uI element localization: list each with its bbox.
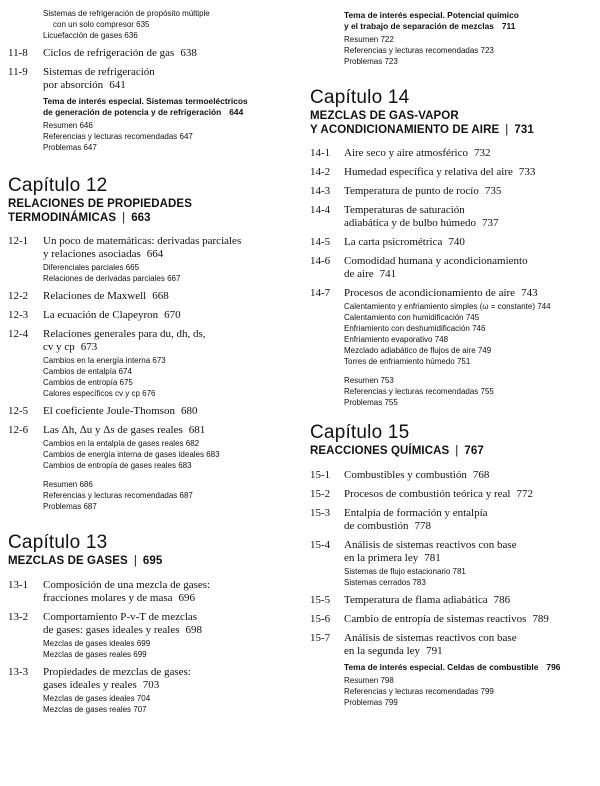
section-body <box>43 405 300 418</box>
page-number: 644 <box>229 107 244 117</box>
toc-entry <box>8 666 300 715</box>
subsection-list <box>43 355 300 399</box>
section-number: 15-7 <box>310 631 331 644</box>
toc-entry <box>8 611 300 660</box>
section-body <box>344 613 594 626</box>
section-title-line: en la primera ley 781 <box>344 551 441 564</box>
section-number: 14-3 <box>310 185 331 197</box>
end-matter-item: Problemas 647 <box>43 143 97 152</box>
section-number: 15-4 <box>310 538 331 551</box>
subsection-item: Sistemas cerrados 783 <box>344 577 426 587</box>
separator: | <box>505 123 509 136</box>
chapter-12 <box>8 175 300 512</box>
page-number: 741 <box>379 268 397 280</box>
end-matter-item: Resumen 722 <box>344 35 394 44</box>
chapter-title-line: REACCIONES QUÍMICAS | 767 <box>310 445 484 457</box>
section-body <box>344 539 594 588</box>
page-number: 789 <box>532 612 549 625</box>
subsection-item: Cambios en la energía interna 673 <box>43 356 166 365</box>
subsection-item: Cambios de entropía de gases reales 683 <box>43 461 192 470</box>
special-topic-block <box>310 662 594 708</box>
chapter-label: Capítulo 14 <box>310 87 410 108</box>
section-body <box>344 255 594 281</box>
section-number: 15-2 <box>310 487 331 500</box>
section-body <box>43 424 300 471</box>
page-number: 664 <box>146 248 164 260</box>
subsection-item: Cambios en la entalpía de gases reales 682 <box>43 439 200 448</box>
subsection-item: Cambios de entropía 675 <box>43 378 133 387</box>
section-title <box>344 488 594 501</box>
special-topic-block <box>310 10 594 67</box>
section-title <box>344 632 594 658</box>
section-body <box>43 290 300 303</box>
subsection-item: Mezclas de gases ideales 699 <box>43 638 151 648</box>
end-matter-item: Referencias y lecturas recomendadas 647 <box>43 132 193 141</box>
section-title <box>43 66 300 92</box>
subsection-item: Mezclas de gases ideales 704 <box>43 693 151 703</box>
chapter-title <box>310 110 594 137</box>
section-number: 12-3 <box>8 309 29 321</box>
special-topic-title <box>344 662 594 673</box>
section-title <box>43 309 300 322</box>
section-title-line: y relaciones asociadas 664 <box>43 248 164 260</box>
subsection-item: Enfriamiento evaporativo 748 <box>344 335 449 344</box>
chapter-end-matter <box>310 375 594 408</box>
section-body <box>344 287 594 367</box>
page-number: 740 <box>448 236 465 248</box>
section-title-line: Temperatura de flama adiabática 786 <box>344 593 511 606</box>
chapter-page-number: 767 <box>464 445 484 457</box>
section-title-line: Relaciones generales para du, dh, ds, <box>43 328 206 340</box>
toc-entry <box>310 287 594 367</box>
section-number: 15-5 <box>310 593 331 606</box>
section-title <box>43 424 300 437</box>
section-number: 14-5 <box>310 236 331 248</box>
end-matter-item: Resumen 686 <box>43 480 93 489</box>
page-number: 732 <box>474 147 491 159</box>
toc-entry <box>8 66 300 92</box>
chapter-page-number: 731 <box>514 123 534 136</box>
separator: | <box>122 211 126 224</box>
special-topic-title <box>43 96 300 118</box>
section-title-line: La ecuación de Clapeyron 670 <box>43 309 181 321</box>
section-number: 13-2 <box>8 610 29 623</box>
chapter-label: Capítulo 13 <box>8 532 108 553</box>
subsection-list <box>43 438 300 471</box>
chapter-title-line: MEZCLAS DE GAS-VAPOR <box>310 110 459 122</box>
section-body <box>344 236 594 249</box>
toc-entry <box>8 328 300 399</box>
chapter-entries <box>310 147 594 367</box>
section-body <box>43 235 300 284</box>
section-number: 12-5 <box>8 405 29 417</box>
section-title <box>344 255 594 281</box>
section-number: 14-1 <box>310 147 331 159</box>
subsection-item: Mezclas de gases reales 699 <box>43 649 147 659</box>
section-body <box>43 309 300 322</box>
special-topic-line: y el trabajo de separación de mezclas 711 <box>344 21 516 31</box>
section-title-line: de aire 741 <box>344 268 397 280</box>
end-matter-item: Referencias y lecturas recomendadas 687 <box>43 491 193 500</box>
section-title-line: fracciones molares y de masa 696 <box>43 591 195 604</box>
end-matter-item: Referencias y lecturas recomendadas 755 <box>344 387 494 396</box>
section-title-line: Comportamiento P-v-T de mezclas <box>43 610 198 623</box>
page-number: 778 <box>414 519 431 532</box>
subsection-list <box>344 301 594 367</box>
end-matter-item: Problemas 755 <box>344 398 398 407</box>
section-body <box>344 594 594 607</box>
chapter-11-tail-entries <box>8 47 300 92</box>
page-number: 743 <box>521 287 538 299</box>
chapter-entries <box>8 235 300 471</box>
chapter-end-matter <box>8 479 300 512</box>
section-number: 15-1 <box>310 468 331 481</box>
section-number: 11-9 <box>8 66 28 78</box>
subsection-item: Cambios de entalpía 674 <box>43 367 132 376</box>
section-title-line: Un poco de matemáticas: derivadas parciales <box>43 235 242 247</box>
chapter-title-line: TERMODINÁMICAS | 663 <box>8 211 151 224</box>
section-title-line: Entalpía de formación y entalpía <box>344 506 488 519</box>
page-number: 668 <box>152 290 169 302</box>
section-title <box>344 236 594 249</box>
separator: | <box>133 555 137 567</box>
page-number: 673 <box>80 341 98 353</box>
section-number: 12-6 <box>8 424 29 436</box>
section-title-line: cv y cp 673 <box>43 341 98 353</box>
section-title-line: Cambio de entropía de sistemas reactivos 789 <box>344 612 549 625</box>
page-number: 696 <box>178 591 195 604</box>
end-matter-item: Referencias y lecturas recomendadas 723 <box>344 46 494 55</box>
subsection-item: con un solo compresor 635 <box>53 20 150 29</box>
toc-entry <box>310 255 594 281</box>
section-body <box>43 579 300 605</box>
chapter-page-number: 695 <box>142 555 163 567</box>
page-number: 698 <box>185 623 203 636</box>
section-body <box>344 204 594 230</box>
toc-entry <box>310 507 594 533</box>
section-title <box>344 204 594 230</box>
page-number: 670 <box>164 309 181 321</box>
section-title-line: Ciclos de refrigeración de gas 638 <box>43 47 197 59</box>
chapter-title <box>8 555 300 569</box>
subsection-list <box>43 638 300 660</box>
section-title-line: La carta psicrométrica 740 <box>344 236 465 248</box>
section-title-line: de combustión 778 <box>344 519 431 532</box>
toc-entry <box>8 47 300 60</box>
chapter-entries <box>8 579 300 715</box>
end-matter-item: Resumen 646 <box>43 121 93 130</box>
section-title <box>344 287 594 300</box>
section-body <box>43 47 300 60</box>
section-number: 14-2 <box>310 166 331 178</box>
section-title <box>344 507 594 533</box>
section-body <box>43 66 300 92</box>
section-number: 15-3 <box>310 506 331 519</box>
section-body <box>344 147 594 160</box>
page-number: 680 <box>180 405 198 417</box>
section-body <box>43 666 300 715</box>
chapter-entries <box>310 469 594 658</box>
toc-entry <box>310 594 594 607</box>
page-number: 733 <box>518 166 536 178</box>
page-number: 768 <box>472 468 490 481</box>
chapter-page-number: 663 <box>131 211 151 224</box>
page-number: 786 <box>493 593 511 606</box>
toc-entry <box>310 469 594 482</box>
toc-entry <box>8 290 300 303</box>
chapter-label: Capítulo 12 <box>8 175 108 196</box>
section-body <box>344 469 594 482</box>
subsection-item: Enfriamiento con deshumidificación 746 <box>344 324 486 333</box>
subsection-item: Mezclas de gases reales 707 <box>43 704 147 714</box>
section-title-line: Las Δh, Δu y Δs de gases reales 681 <box>43 424 206 436</box>
subsection-item: Cambios de energía interna de gases ideales 683 <box>43 450 220 459</box>
section-title-line: Humedad específica y relativa del aire 733 <box>344 166 536 178</box>
subsection-item: Sistemas de flujo estacionario 781 <box>344 566 466 576</box>
section-title-line: Procesos de acondicionamiento de aire 743 <box>344 287 538 299</box>
section-title-line: Comodidad humana y acondicionamiento <box>344 255 528 267</box>
chapter-title <box>8 198 300 225</box>
subsection-item: Relaciones de derivadas parciales 667 <box>43 274 181 283</box>
section-title-line: Aire seco y aire atmosférico 732 <box>344 147 491 159</box>
chapter-title-line: MEZCLAS DE GASES | 695 <box>8 555 163 567</box>
special-topic-line: de generación de potencia y de refrigeración 644 <box>43 107 244 117</box>
chapter-end-matter <box>43 120 300 153</box>
subsection-item: Calentamiento y enfriamiento simples (ω = constante) 744 <box>344 302 551 311</box>
subsection-item: Calentamiento con humidificación 745 <box>344 313 480 322</box>
section-title <box>344 166 594 179</box>
toc-entry <box>310 166 594 179</box>
right-column <box>310 8 594 708</box>
subsection-list <box>43 262 300 284</box>
section-title-line: Procesos de combustión teórica y real 772 <box>344 487 533 500</box>
page-number: 772 <box>516 487 533 500</box>
section-body <box>344 185 594 198</box>
chapter-15 <box>310 422 594 708</box>
toc-entry <box>310 185 594 198</box>
page-number: 781 <box>424 551 441 564</box>
end-matter-item: Resumen 798 <box>344 675 394 685</box>
section-title <box>43 579 300 605</box>
special-topic-block <box>8 96 300 153</box>
section-number: 12-1 <box>8 235 29 247</box>
section-title <box>43 328 300 354</box>
subsection-list <box>43 693 300 715</box>
chapter-title-line: RELACIONES DE PROPIEDADES <box>8 198 192 210</box>
toc-entry <box>8 405 300 418</box>
toc-entry <box>8 235 300 284</box>
section-title-line: por absorción 641 <box>43 79 126 91</box>
section-title-line: Relaciones de Maxwell 668 <box>43 290 169 302</box>
section-title <box>344 594 594 607</box>
chapter-end-matter <box>344 675 594 708</box>
toc-entry <box>310 147 594 160</box>
page-number: 737 <box>481 217 499 229</box>
special-topic-line: Tema de interés especial. Potencial químico <box>344 10 519 20</box>
section-body <box>344 632 594 658</box>
continued-section-11-7 <box>8 8 300 41</box>
section-body <box>43 328 300 399</box>
section-body <box>344 507 594 533</box>
section-title <box>344 185 594 198</box>
separator: | <box>455 445 459 457</box>
section-number: 12-4 <box>8 328 29 340</box>
section-title-line: Temperatura de punto de rocío 735 <box>344 185 502 197</box>
chapter-label: Capítulo 15 <box>310 422 410 443</box>
subsection-item: Mezclado adiabático de flujos de aire 749 <box>344 346 492 355</box>
toc-entry <box>310 204 594 230</box>
page-number: 703 <box>142 678 160 691</box>
chapter-14 <box>310 87 594 408</box>
subsection-item: Diferenciales parciales 665 <box>43 263 140 272</box>
section-title-line: Análisis de sistemas reactivos con base <box>344 538 517 551</box>
subsection-item: Licuefacción de gases 636 <box>43 31 138 40</box>
page-number: 735 <box>484 185 502 197</box>
section-number: 13-1 <box>8 578 29 591</box>
left-column <box>8 8 300 715</box>
chapter-title-line: Y ACONDICIONAMIENTO DE AIRE | 731 <box>310 123 534 136</box>
toc-entry <box>8 579 300 605</box>
section-title-line: Propiedades de mezclas de gases: <box>43 665 191 678</box>
section-number: 14-6 <box>310 255 331 267</box>
section-title-line: Composición de una mezcla de gases: <box>43 578 211 591</box>
section-title-line: Análisis de sistemas reactivos con base <box>344 631 517 644</box>
section-title <box>344 469 594 482</box>
section-title <box>43 290 300 303</box>
chapter-end-matter <box>344 34 594 67</box>
section-number: 14-4 <box>310 204 331 216</box>
section-title <box>43 235 300 261</box>
section-number: 15-6 <box>310 612 331 625</box>
toc-entry <box>310 236 594 249</box>
end-matter-item: Referencias y lecturas recomendadas 799 <box>344 686 494 696</box>
section-title-line: El coeficiente Joule-Thomson 680 <box>43 405 198 417</box>
page-number: 796 <box>546 661 561 672</box>
section-title <box>43 611 300 637</box>
page-number: 641 <box>109 79 126 91</box>
section-title-line: Sistemas de refrigeración <box>43 66 155 78</box>
toc-entry <box>8 309 300 322</box>
subsection-item: Sistemas de refrigeración de propósito múltiple <box>43 9 210 18</box>
special-topic-line: Tema de interés especial. Sistemas termoeléctricos <box>43 96 248 106</box>
page-number: 681 <box>188 424 206 436</box>
section-title <box>43 47 300 60</box>
toc-entry <box>310 539 594 588</box>
section-body <box>344 166 594 179</box>
section-number: 11-8 <box>8 47 28 59</box>
page-number: 791 <box>426 644 443 657</box>
end-matter-item: Problemas 687 <box>43 502 97 511</box>
section-body <box>344 488 594 501</box>
chapter-13 <box>8 532 300 715</box>
section-title <box>344 539 594 565</box>
section-title-line: Temperaturas de saturación <box>344 204 465 216</box>
special-topic-title <box>344 10 594 32</box>
section-title-line: en la segunda ley 791 <box>344 644 443 657</box>
special-topic-line: Tema de interés especial. Celdas de combustible 796 <box>344 661 561 672</box>
page-number: 638 <box>180 47 197 59</box>
section-title <box>43 666 300 692</box>
section-title-line: de gases: gases ideales y reales 698 <box>43 623 203 636</box>
toc-entry <box>310 632 594 658</box>
section-number: 13-3 <box>8 665 29 678</box>
section-title-line: gases ideales y reales 703 <box>43 678 160 691</box>
chapter-title <box>310 445 594 459</box>
section-body <box>43 611 300 660</box>
section-number: 14-7 <box>310 287 331 299</box>
end-matter-item: Resumen 753 <box>344 376 394 385</box>
subsection-item: Torres de enfriamiento húmedo 751 <box>344 357 471 366</box>
section-title <box>344 613 594 626</box>
section-number: 12-2 <box>8 290 29 302</box>
toc-entry <box>310 488 594 501</box>
page-number: 711 <box>501 21 516 31</box>
section-title-line: adiabática y de bulbo húmedo 737 <box>344 217 499 229</box>
subsection-list <box>344 566 594 588</box>
end-matter-item: Problemas 723 <box>344 57 398 66</box>
section-title <box>43 405 300 418</box>
subsection-item: Calores específicos cv y cp 676 <box>43 389 156 398</box>
toc-entry <box>8 424 300 471</box>
toc-entry <box>310 613 594 626</box>
section-title <box>344 147 594 160</box>
end-matter-item: Problemas 799 <box>344 697 398 707</box>
section-title-line: Combustibles y combustión 768 <box>344 468 490 481</box>
